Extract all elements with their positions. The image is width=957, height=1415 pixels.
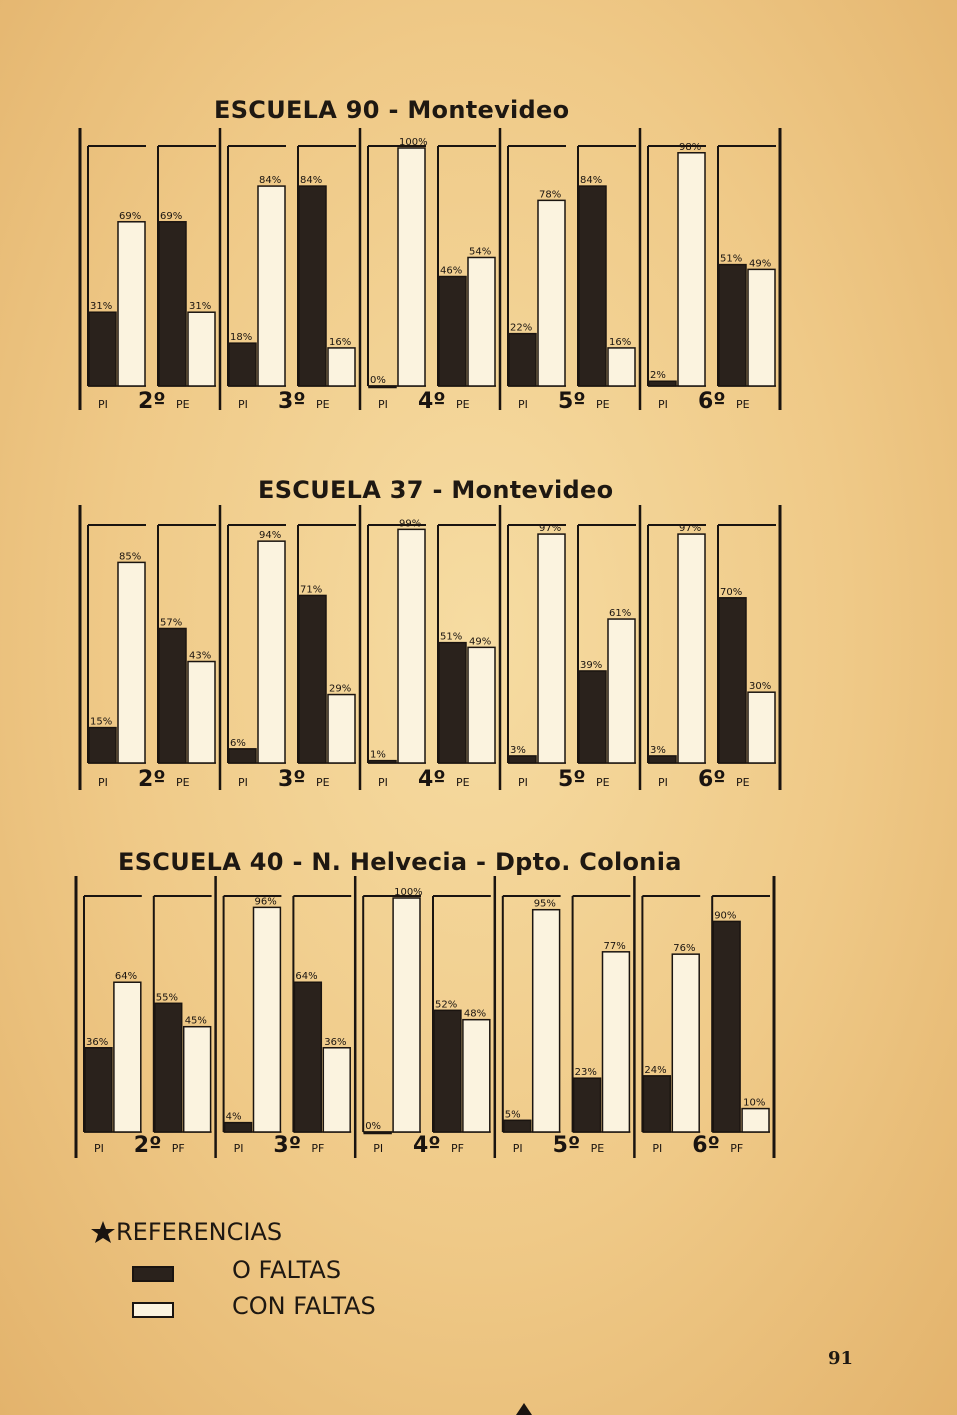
data-label: 70%	[720, 586, 743, 598]
bar-con-faltas	[678, 153, 705, 386]
tick-label-grade: 5º	[558, 767, 586, 792]
bar-con-faltas	[603, 952, 630, 1132]
tick-label-pe: PF	[451, 1142, 464, 1155]
data-label: 36%	[86, 1036, 109, 1048]
tick-label-pe: PF	[311, 1142, 325, 1155]
tick-label-pi: PI	[238, 398, 248, 411]
tick-label-pe: PE	[456, 776, 470, 789]
tick-label-pe: PE	[596, 398, 610, 411]
tick-label-pe: PE	[736, 398, 750, 411]
bar-o-faltas	[713, 921, 740, 1132]
data-label: 84%	[300, 175, 323, 187]
data-label: 64%	[114, 971, 138, 983]
tick-label-grade: 3º	[278, 389, 306, 414]
bar-con-faltas	[188, 662, 215, 763]
bar-o-faltas	[155, 1003, 182, 1132]
tick-label-pi: PI	[518, 398, 528, 411]
data-label: 45%	[184, 1015, 207, 1027]
page-mark	[516, 1403, 532, 1415]
bar-con-faltas	[468, 257, 495, 386]
tick-label-pi: PI	[373, 1142, 384, 1155]
legend-label-con-faltas: CON FALTAS	[232, 1292, 376, 1320]
bar-con-faltas	[258, 186, 285, 386]
bar-o-faltas	[509, 756, 536, 763]
tick-label-pi: PI	[233, 1142, 244, 1155]
data-label: 84%	[259, 175, 282, 187]
data-label: 51%	[440, 631, 463, 643]
bar-o-faltas	[369, 386, 396, 388]
data-label: 22%	[510, 322, 533, 334]
bar-o-faltas	[504, 1120, 531, 1132]
legend-swatch-white	[132, 1302, 174, 1318]
data-label: 3%	[650, 744, 666, 756]
data-label: 23%	[574, 1067, 597, 1079]
data-label: 3%	[510, 744, 526, 756]
tick-label-grade: 2º	[138, 389, 166, 414]
tick-label-pi: PI	[378, 398, 388, 411]
data-label: 61%	[609, 608, 632, 620]
bar-con-faltas	[608, 619, 635, 763]
tick-label-pi: PI	[98, 398, 108, 411]
data-label: 96%	[254, 896, 277, 908]
bar-o-faltas	[369, 761, 396, 763]
bar-con-faltas	[742, 1109, 769, 1132]
data-label: 43%	[189, 650, 212, 662]
data-label: 97%	[679, 523, 702, 535]
bar-o-faltas	[364, 1132, 391, 1134]
data-label: 69%	[119, 210, 142, 222]
data-label: 29%	[329, 683, 352, 695]
data-label: 46%	[440, 265, 463, 277]
bar-con-faltas	[328, 348, 355, 386]
data-label: 78%	[539, 189, 562, 201]
tick-label-pi: PI	[512, 1142, 523, 1155]
data-label: 52%	[435, 999, 458, 1011]
bar-o-faltas	[89, 312, 116, 386]
tick-label-grade: 4º	[418, 389, 446, 414]
data-label: 1%	[370, 749, 386, 761]
bar-con-faltas	[538, 200, 565, 386]
tick-label-grade: 3º	[278, 767, 306, 792]
bar-o-faltas	[579, 186, 606, 386]
tick-label-pi: PI	[658, 398, 668, 411]
data-label: 54%	[469, 246, 492, 258]
tick-label-pi: PI	[658, 776, 668, 789]
data-label: 51%	[720, 253, 743, 265]
data-label: 100%	[399, 137, 428, 148]
tick-label-grade: 2º	[138, 767, 166, 792]
data-label: 6%	[230, 737, 246, 749]
data-label: 100%	[394, 887, 423, 898]
bar-o-faltas	[509, 334, 536, 386]
data-label: 69%	[160, 210, 183, 222]
bar-o-faltas	[299, 186, 326, 386]
tick-label-pi: PI	[652, 1142, 663, 1155]
data-label: 4%	[225, 1111, 242, 1123]
bar-con-faltas	[463, 1020, 490, 1132]
data-label: 31%	[189, 301, 212, 313]
bar-o-faltas	[434, 1010, 461, 1132]
tick-label-grade: 5º	[552, 1133, 581, 1158]
bar-con-faltas	[678, 534, 705, 763]
bar-o-faltas	[719, 598, 746, 763]
data-label: 95%	[533, 898, 556, 910]
data-label: 36%	[324, 1036, 347, 1048]
bar-o-faltas	[574, 1078, 601, 1132]
bar-con-faltas	[393, 898, 420, 1132]
chart-title-escuela-40: ESCUELA 40 - N. Helvecia - Dpto. Colonia	[118, 848, 682, 876]
tick-label-grade: 3º	[273, 1133, 302, 1158]
tick-label-grade: 4º	[418, 767, 446, 792]
tick-label-grade: 6º	[692, 1133, 720, 1158]
bar-con-faltas	[323, 1048, 350, 1132]
bar-o-faltas	[85, 1048, 112, 1132]
data-label: 10%	[743, 1097, 766, 1109]
tick-label-pe: PE	[316, 398, 330, 411]
tick-label-pi: PI	[238, 776, 248, 789]
data-label: 98%	[679, 141, 702, 153]
bar-con-faltas	[533, 910, 560, 1132]
bar-con-faltas	[118, 562, 145, 763]
tick-label-pe: PE	[596, 776, 610, 789]
bar-o-faltas	[229, 343, 256, 386]
data-label: 16%	[609, 336, 632, 348]
data-label: 0%	[370, 375, 386, 386]
data-label: 64%	[295, 971, 318, 983]
bar-o-faltas	[294, 982, 321, 1132]
bar-o-faltas	[229, 749, 256, 763]
data-label: 30%	[749, 681, 772, 693]
bar-con-faltas	[188, 312, 215, 386]
bar-o-faltas	[579, 671, 606, 763]
data-label: 16%	[329, 336, 352, 348]
tick-label-pe: PE	[316, 776, 330, 789]
data-label: 49%	[749, 258, 772, 270]
tick-label-pi: PI	[98, 776, 108, 789]
data-label: 0%	[365, 1121, 382, 1132]
data-label: 31%	[90, 301, 113, 313]
bar-o-faltas	[649, 756, 676, 763]
bar-con-faltas	[608, 348, 635, 386]
tick-label-pi: PI	[94, 1142, 104, 1155]
legend-title: REFERENCIAS	[116, 1218, 283, 1246]
bar-con-faltas	[398, 148, 425, 386]
bar-con-faltas	[328, 695, 355, 763]
tick-label-pi: PI	[378, 776, 388, 789]
bar-o-faltas	[159, 628, 186, 763]
bar-con-faltas	[114, 982, 141, 1132]
tick-label-pe: PE	[456, 398, 470, 411]
tick-label-pi: PI	[518, 776, 528, 789]
tick-label-grade: 2º	[133, 1133, 162, 1158]
data-label: 84%	[580, 175, 603, 187]
data-label: 39%	[580, 659, 603, 671]
tick-label-grade: 6º	[698, 389, 726, 414]
bar-con-faltas	[468, 647, 495, 763]
bar-o-faltas	[439, 643, 466, 763]
data-label: 55%	[155, 992, 179, 1004]
tick-label-pe: PE	[590, 1142, 605, 1155]
bar-con-faltas	[254, 907, 281, 1132]
data-label: 48%	[463, 1008, 487, 1020]
data-label: 18%	[230, 332, 253, 344]
tick-label-grade: 6º	[698, 767, 726, 792]
tick-label-pe: PF	[730, 1142, 744, 1155]
bar-con-faltas	[748, 692, 775, 763]
chart-title-escuela-90: ESCUELA 90 - Montevideo	[214, 96, 570, 124]
chart-title-escuela-37: ESCUELA 37 - Montevideo	[258, 476, 614, 504]
bar-o-faltas	[643, 1076, 670, 1132]
data-label: 57%	[160, 617, 183, 629]
data-label: 99%	[399, 518, 422, 530]
bar-o-faltas	[719, 265, 746, 386]
bar-o-faltas	[299, 595, 326, 763]
tick-label-pe: PE	[736, 776, 750, 789]
data-label: 97%	[539, 523, 562, 535]
tick-label-pe: PF	[171, 1142, 185, 1155]
legend-label-o-faltas: O FALTAS	[232, 1256, 342, 1284]
bar-con-faltas	[538, 534, 565, 763]
tick-label-grade: 4º	[413, 1133, 441, 1158]
legend-swatch-dark	[132, 1266, 174, 1282]
bar-o-faltas	[89, 728, 116, 763]
data-label: 77%	[603, 940, 626, 952]
bar-con-faltas	[258, 541, 285, 763]
bar-con-faltas	[398, 529, 425, 763]
data-label: 76%	[673, 943, 696, 955]
data-label: 24%	[644, 1064, 667, 1076]
page-number: 91	[828, 1348, 854, 1369]
bar-o-faltas	[225, 1123, 252, 1132]
bar-o-faltas	[649, 381, 676, 386]
star-icon	[90, 1220, 116, 1246]
bar-con-faltas	[118, 222, 145, 386]
tick-label-pe: PE	[176, 398, 190, 411]
tick-label-grade: 5º	[558, 389, 586, 414]
bar-con-faltas	[748, 269, 775, 386]
bar-o-faltas	[159, 222, 186, 386]
data-label: 90%	[714, 910, 737, 922]
data-label: 15%	[90, 716, 113, 728]
data-label: 49%	[469, 636, 492, 648]
tick-label-pe: PE	[176, 776, 190, 789]
bar-o-faltas	[439, 277, 466, 386]
bar-con-faltas	[672, 954, 699, 1132]
data-label: 94%	[259, 530, 282, 542]
data-label: 85%	[119, 551, 142, 563]
data-label: 5%	[504, 1109, 521, 1121]
data-label: 2%	[650, 370, 666, 382]
data-label: 71%	[300, 584, 323, 596]
bar-con-faltas	[184, 1027, 211, 1132]
